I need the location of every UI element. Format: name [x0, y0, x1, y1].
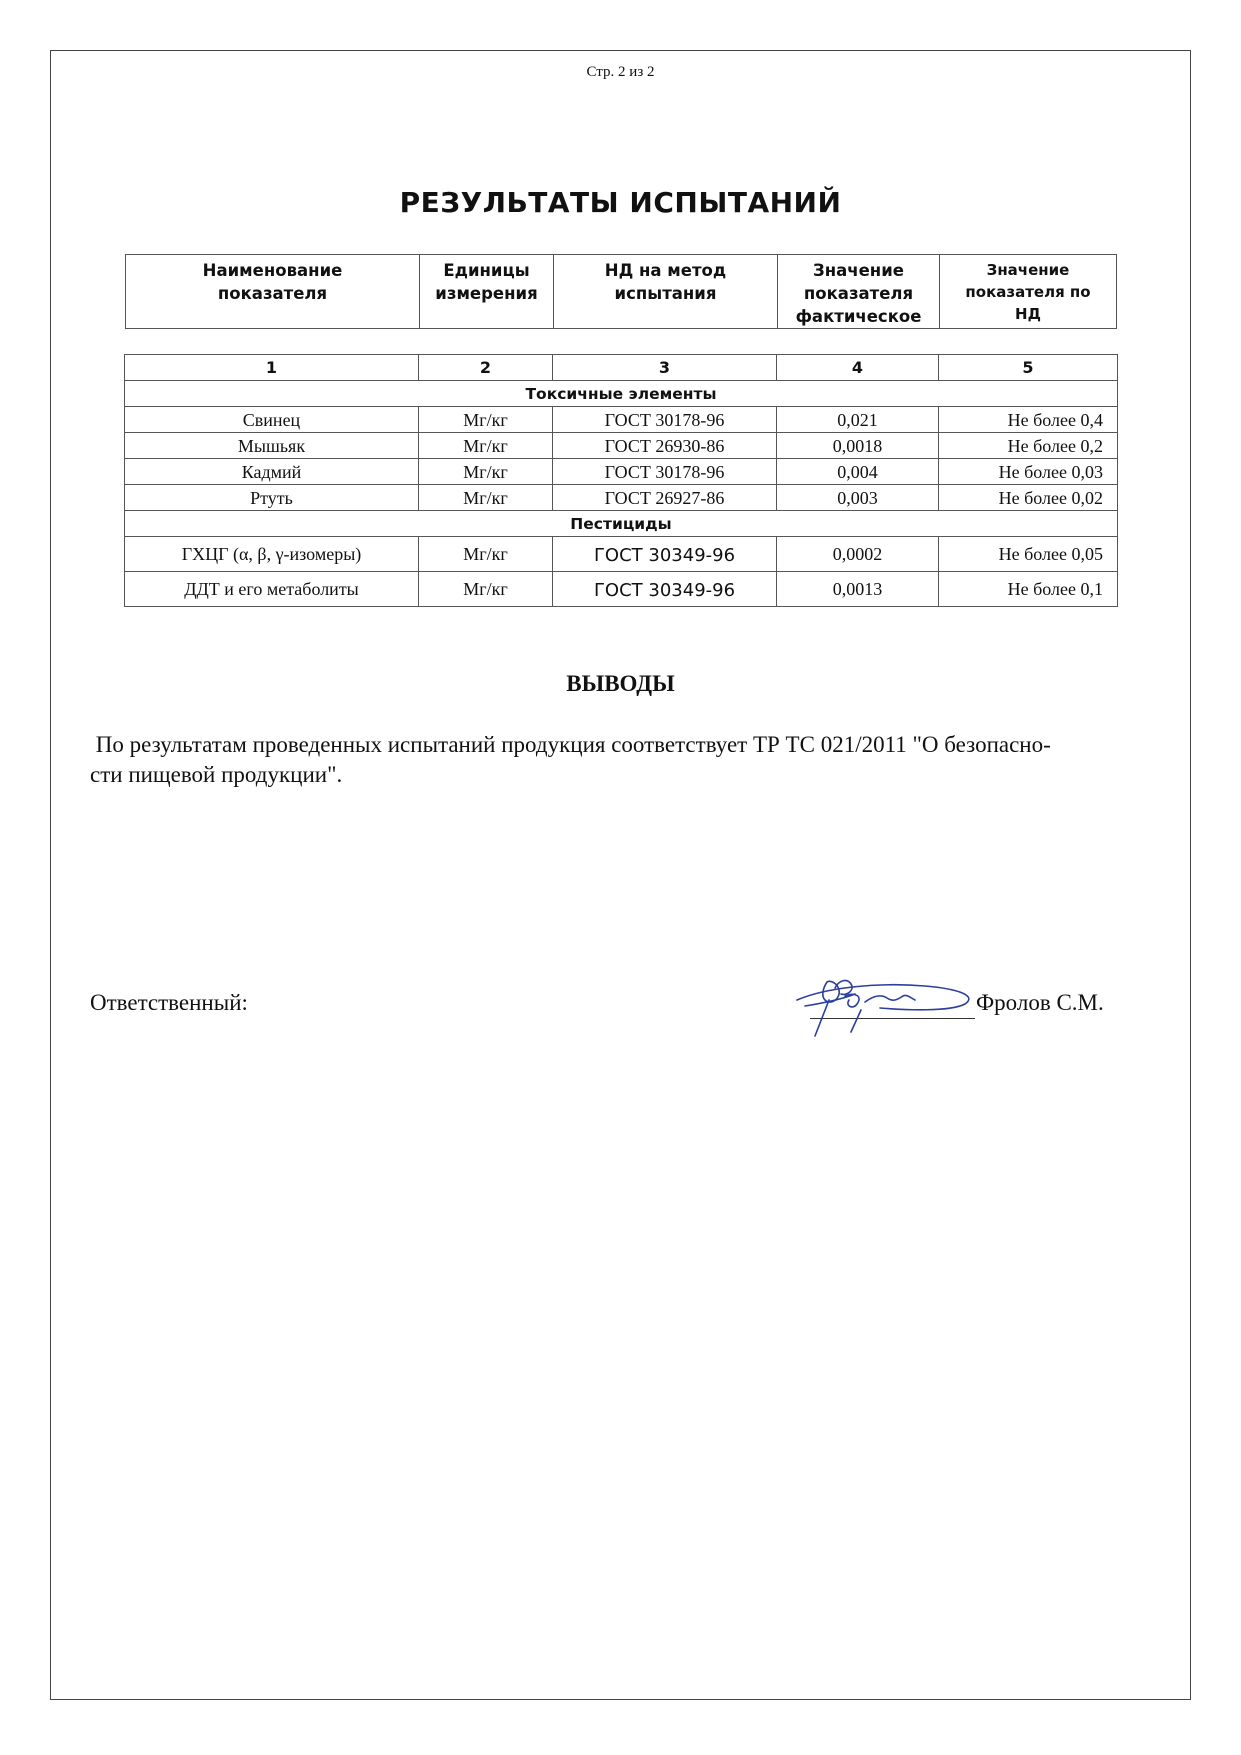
conclusions-title: ВЫВОДЫ — [566, 671, 675, 696]
norm-value-cell: Не более 0,1 — [939, 572, 1118, 607]
actual-value-cell: 0,0013 — [777, 572, 939, 607]
method-cell: ГОСТ 26927-86 — [553, 485, 777, 511]
norm-value-cell: Не более 0,03 — [939, 459, 1118, 485]
table-row — [125, 459, 1118, 485]
group-title-toxic-elements: Токсичные элементы — [125, 381, 1118, 407]
header-actual-value: Значение показателя фактическое — [778, 255, 940, 329]
table-row — [125, 485, 1118, 511]
column-number: 3 — [553, 355, 777, 381]
header-indicator-name: Наименование показателя — [126, 255, 420, 329]
header-units: Единицы измерения — [420, 255, 554, 329]
unit-cell: Мг/кг — [419, 485, 553, 511]
unit-cell: Мг/кг — [419, 537, 553, 572]
actual-value-cell: 0,003 — [777, 485, 939, 511]
header-test-method: НД на метод испытания — [554, 255, 778, 329]
indicator-cell: ДДТ и его метаболиты — [125, 572, 419, 607]
table-row — [125, 433, 1118, 459]
group-row — [125, 381, 1118, 407]
handwritten-signature — [785, 966, 985, 1041]
header-norm-value: Значение показателя по НД — [940, 255, 1117, 329]
unit-cell: Мг/кг — [419, 572, 553, 607]
indicator-cell: Свинец — [125, 407, 419, 433]
responsible-label: Ответственный: — [90, 990, 248, 1015]
indicator-cell: Ртуть — [125, 485, 419, 511]
table-row — [125, 572, 1118, 607]
group-title-pesticides: Пестициды — [125, 511, 1118, 537]
norm-value-cell: Не более 0,05 — [939, 537, 1118, 572]
conclusions-line-2: сти пищевой продукции". — [90, 762, 343, 787]
column-number: 2 — [419, 355, 553, 381]
page-number: Стр. 2 из 2 — [586, 64, 655, 80]
results-header-table — [125, 254, 1117, 329]
conclusions-text — [90, 730, 1150, 790]
document-title: РЕЗУЛЬТАТЫ ИСПЫТАНИЙ — [399, 186, 842, 219]
responsible-name: Фролов С.М. — [976, 990, 1104, 1015]
group-row — [125, 511, 1118, 537]
actual-value-cell: 0,0002 — [777, 537, 939, 572]
actual-value-cell: 0,004 — [777, 459, 939, 485]
unit-cell: Мг/кг — [419, 459, 553, 485]
unit-cell: Мг/кг — [419, 407, 553, 433]
method-cell: ГОСТ 30178-96 — [553, 407, 777, 433]
table-row — [125, 537, 1118, 572]
actual-value-cell: 0,021 — [777, 407, 939, 433]
column-numbers-row — [125, 355, 1118, 381]
method-cell: ГОСТ 26930-86 — [553, 433, 777, 459]
unit-cell: Мг/кг — [419, 433, 553, 459]
method-cell: ГОСТ 30349-96 — [553, 572, 777, 607]
actual-value-cell: 0,0018 — [777, 433, 939, 459]
norm-value-cell: Не более 0,02 — [939, 485, 1118, 511]
norm-value-cell: Не более 0,2 — [939, 433, 1118, 459]
method-cell: ГОСТ 30349-96 — [553, 537, 777, 572]
indicator-cell: ГХЦГ (α, β, γ-изомеры) — [125, 537, 419, 572]
conclusions-line-1: По результатам проведенных испытаний продукция соответствует ТР ТС 021/2011 "О безопасно- — [90, 732, 1051, 757]
indicator-cell: Кадмий — [125, 459, 419, 485]
norm-value-cell: Не более 0,4 — [939, 407, 1118, 433]
table-row — [125, 407, 1118, 433]
indicator-cell: Мышьяк — [125, 433, 419, 459]
column-number: 1 — [125, 355, 419, 381]
column-number: 5 — [939, 355, 1118, 381]
column-number: 4 — [777, 355, 939, 381]
results-table — [124, 354, 1118, 607]
method-cell: ГОСТ 30178-96 — [553, 459, 777, 485]
